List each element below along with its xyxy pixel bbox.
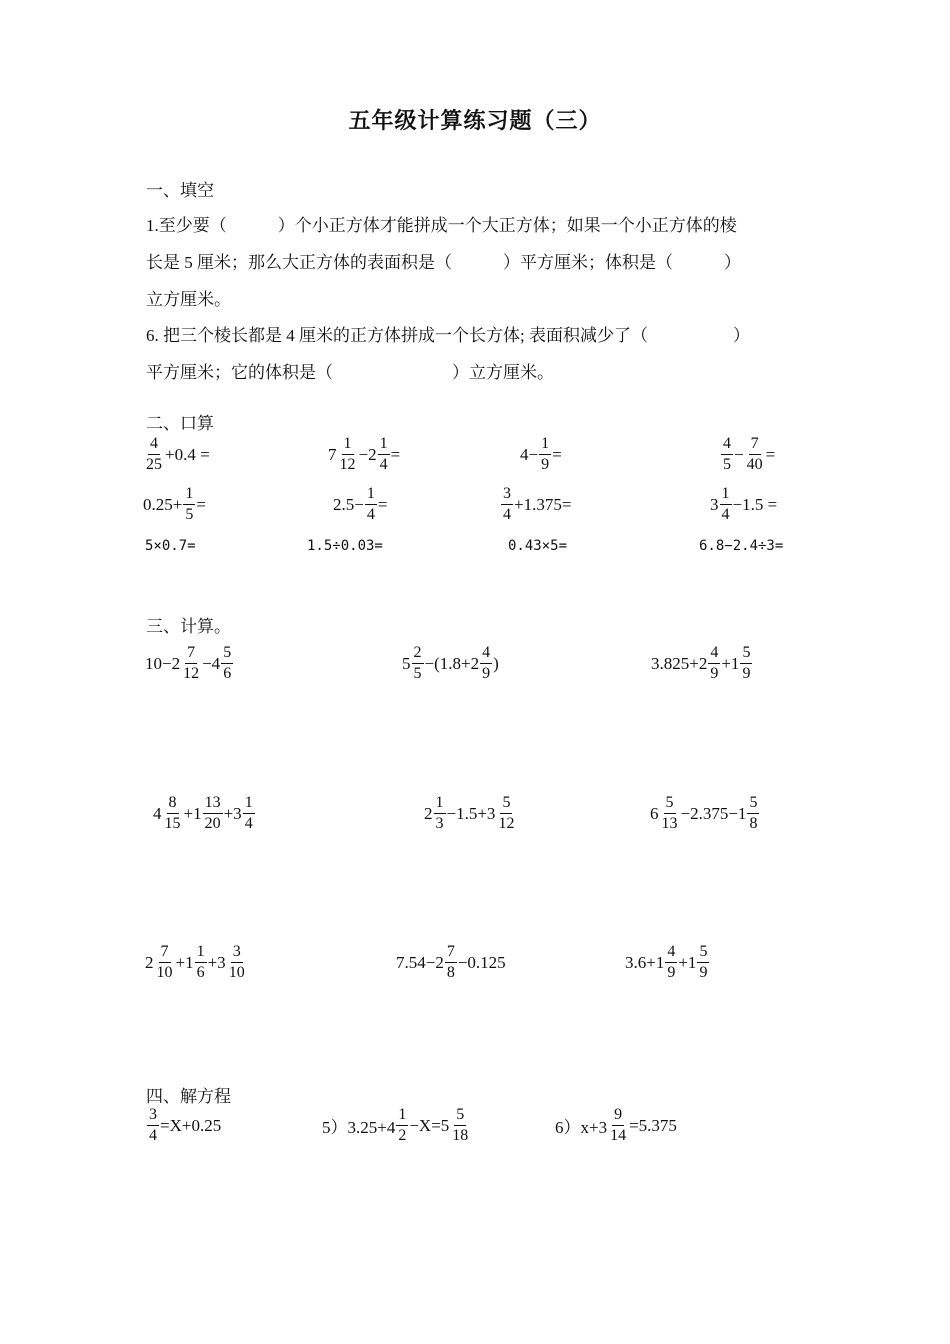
fraction-denominator: 8 — [446, 964, 455, 981]
oral-calc-item — [143, 436, 210, 473]
fraction-numerator: 8 — [167, 795, 179, 814]
fraction-numerator: 1 — [720, 486, 732, 505]
fraction-denominator: 12 — [339, 456, 356, 473]
expr-text: +3 — [207, 952, 226, 972]
fraction-denominator: 10 — [228, 964, 245, 981]
fraction-numerator: 5 — [697, 944, 709, 963]
fraction-denominator: 3 — [435, 815, 444, 832]
fraction — [396, 1107, 408, 1144]
fraction-denominator: 9 — [710, 665, 719, 682]
fraction-numerator: 1 — [183, 486, 195, 505]
oral-calc-item — [145, 538, 196, 554]
expr-text: − — [734, 444, 744, 464]
expr-text: +1 — [721, 653, 740, 673]
expr-text: +1 — [183, 803, 202, 823]
fraction — [338, 436, 358, 473]
expr-text: ) — [493, 653, 499, 673]
fraction-denominator: 9 — [482, 665, 491, 682]
section-1-heading: 一、填空 — [146, 181, 214, 200]
fraction — [221, 645, 233, 682]
oral-calc-item — [720, 436, 775, 473]
fraction-denominator: 12 — [183, 665, 200, 682]
expr-text: 0.25+ — [143, 494, 183, 514]
fraction — [496, 795, 516, 832]
fraction-denominator: 4 — [366, 506, 375, 523]
oral-calc-item — [333, 486, 387, 523]
expr-text: +1.375= — [514, 494, 572, 514]
fraction — [697, 944, 709, 981]
fraction — [378, 436, 390, 473]
fraction — [183, 486, 195, 523]
fraction-numerator: 5 — [221, 645, 233, 664]
fraction — [608, 1107, 628, 1144]
expr-text: 4− — [520, 444, 539, 464]
fraction-denominator: 5 — [185, 506, 194, 523]
section-2-heading: 二、口算 — [146, 414, 214, 433]
fraction-denominator: 9 — [699, 964, 708, 981]
expr-text: −4 — [202, 653, 221, 673]
fraction — [539, 436, 551, 473]
expr-text: =X+0.25 — [160, 1115, 222, 1135]
expr-text: −2.375−1 — [680, 803, 747, 823]
equation-item — [555, 1107, 677, 1144]
fraction-numerator: 4 — [665, 944, 677, 963]
fraction — [155, 944, 175, 981]
expr-text: 4 — [153, 803, 162, 823]
fill-blank-line: 6. 把三个棱长都是 4 厘米的正方体拼成一个长方体; 表面积减少了（ ） — [146, 326, 750, 345]
expr-text: = — [390, 444, 401, 464]
fraction-denominator: 9 — [742, 665, 751, 682]
equation-item — [146, 1107, 221, 1144]
oral-calc-item — [710, 486, 777, 523]
fraction-numerator: 7 — [445, 944, 457, 963]
expr-text: 5）3.25+4 — [322, 1118, 396, 1137]
fraction — [144, 436, 164, 473]
fraction — [740, 645, 752, 682]
expr-text: 7 — [328, 444, 337, 464]
fraction-numerator: 3 — [231, 944, 243, 963]
fraction — [445, 944, 457, 981]
calc-item — [651, 645, 753, 682]
expr-text: =5.375 — [629, 1115, 677, 1135]
fraction — [720, 486, 732, 523]
fraction — [745, 436, 765, 473]
fraction-numerator: 13 — [203, 795, 223, 814]
expr-text: 6.8−2.4÷3= — [699, 538, 784, 554]
expr-text: +3 — [223, 803, 242, 823]
fraction — [450, 1107, 470, 1144]
expr-text: 0.43×5= — [508, 538, 568, 554]
fraction-numerator: 1 — [539, 436, 551, 455]
fraction-numerator: 7 — [159, 944, 171, 963]
oral-calc-item — [143, 486, 206, 523]
fraction — [227, 944, 247, 981]
fraction-denominator: 14 — [610, 1127, 627, 1144]
fraction-denominator: 18 — [452, 1127, 469, 1144]
fraction-denominator: 25 — [146, 456, 162, 473]
fill-blank-line: 平方厘米；它的体积是（ ）立方厘米。 — [146, 363, 554, 382]
section-3-heading: 三、计算。 — [146, 617, 231, 636]
expr-text: 6 — [650, 803, 659, 823]
fraction-numerator: 2 — [412, 645, 424, 664]
fraction — [708, 645, 720, 682]
fraction-numerator: 1 — [342, 436, 354, 455]
fill-blank-line: 长是 5 厘米；那么大正方体的表面积是（ ）平方厘米；体积是（ ） — [146, 253, 741, 272]
calc-item — [396, 944, 506, 981]
expr-text: 10−2 — [145, 653, 181, 673]
expr-text: 6）x+3 — [555, 1118, 608, 1137]
expr-text: 2 — [424, 803, 433, 823]
expr-text: 2.5− — [333, 494, 364, 514]
expr-text: = — [765, 444, 776, 464]
fraction-numerator: 1 — [243, 795, 255, 814]
fraction-numerator: 4 — [148, 436, 160, 455]
fraction — [480, 645, 492, 682]
oral-calc-item — [307, 538, 383, 554]
expr-text: = — [377, 494, 388, 514]
fraction — [501, 486, 513, 523]
fraction-numerator: 1 — [365, 486, 377, 505]
fraction-denominator: 5 — [723, 456, 731, 473]
fraction-numerator: 3 — [147, 1107, 159, 1126]
fraction — [412, 645, 424, 682]
fraction — [665, 944, 677, 981]
fraction-denominator: 13 — [661, 815, 678, 832]
fraction — [195, 944, 207, 981]
fraction-numerator: 5 — [740, 645, 752, 664]
oral-calc-item — [520, 436, 562, 473]
fraction — [163, 795, 183, 832]
expr-text: 3 — [710, 494, 719, 514]
expr-text: −1.5 = — [732, 494, 778, 514]
expr-text: +1 — [678, 952, 697, 972]
fraction-numerator: 7 — [185, 645, 197, 664]
fraction-numerator: 1 — [195, 944, 207, 963]
expr-text: −(1.8+2 — [424, 653, 480, 673]
fraction-numerator: 4 — [708, 645, 720, 664]
fraction-denominator: 6 — [196, 964, 205, 981]
fraction — [181, 645, 201, 682]
expr-text: 5×0.7= — [145, 538, 196, 554]
fraction-numerator: 1 — [396, 1107, 408, 1126]
fill-blank-line: 1.至少要（ ）个小正方体才能拼成一个大正方体；如果一个小正方体的棱 — [146, 216, 737, 235]
fraction-denominator: 20 — [204, 815, 221, 832]
fraction — [660, 795, 680, 832]
equation-item — [322, 1107, 471, 1144]
fraction-denominator: 4 — [721, 506, 730, 523]
oral-calc-item — [699, 538, 783, 554]
calc-item — [424, 795, 517, 832]
expr-text: 2 — [145, 952, 154, 972]
expr-text: +0.4 = — [165, 444, 210, 464]
expr-text: −X=5 — [409, 1115, 450, 1135]
fraction-denominator: 9 — [667, 964, 676, 981]
fraction — [747, 795, 759, 832]
calc-item — [145, 645, 234, 682]
fraction — [434, 795, 446, 832]
oral-calc-item — [508, 538, 567, 554]
fraction — [365, 486, 377, 523]
fraction-numerator: 1 — [434, 795, 446, 814]
fraction-numerator: 4 — [480, 645, 492, 664]
fraction-denominator: 6 — [223, 665, 232, 682]
fraction-numerator: 9 — [612, 1107, 624, 1126]
calc-item — [650, 795, 760, 832]
fraction-denominator: 4 — [244, 815, 253, 832]
oral-calc-item — [500, 486, 571, 523]
oral-calc-item — [328, 436, 400, 473]
fraction-numerator: 5 — [500, 795, 512, 814]
fraction-numerator: 5 — [454, 1107, 466, 1126]
fraction-denominator: 40 — [746, 456, 763, 473]
fraction-denominator: 4 — [379, 456, 388, 473]
fraction-numerator: 5 — [747, 795, 759, 814]
fraction-numerator: 1 — [378, 436, 390, 455]
expr-text: = — [196, 494, 206, 514]
expr-text: −2 — [358, 444, 377, 464]
calc-item — [402, 645, 499, 682]
fraction-numerator: 4 — [721, 436, 733, 455]
expr-text: +1 — [175, 952, 194, 972]
calc-item — [153, 795, 256, 832]
fraction-denominator: 2 — [398, 1127, 407, 1144]
fraction-denominator: 4 — [149, 1127, 157, 1144]
fraction-denominator: 10 — [156, 964, 173, 981]
fraction-denominator: 9 — [541, 456, 550, 473]
section-4-heading: 四、解方程 — [146, 1087, 231, 1106]
calc-item — [145, 944, 248, 981]
fraction-numerator: 3 — [501, 486, 513, 505]
fraction — [243, 795, 255, 832]
fraction-denominator: 8 — [749, 815, 758, 832]
fill-blank-line: 立方厘米。 — [146, 290, 231, 309]
fraction-denominator: 5 — [413, 665, 422, 682]
expr-text: 7.54−2 — [396, 952, 444, 972]
expr-text: 5 — [402, 653, 411, 673]
fraction-denominator: 15 — [164, 815, 181, 832]
fraction-denominator: 12 — [498, 815, 515, 832]
expr-text: 3.6+1 — [625, 952, 665, 972]
page-title: 五年级计算练习题（三） — [348, 108, 602, 133]
fraction-numerator: 7 — [749, 436, 761, 455]
fraction — [147, 1107, 159, 1144]
calc-item — [625, 944, 710, 981]
fraction-numerator: 5 — [664, 795, 676, 814]
expr-text: −0.125 — [457, 952, 506, 972]
fraction-denominator: 4 — [503, 506, 511, 523]
expr-text: 3.825+2 — [651, 653, 708, 673]
expr-text: 1.5÷0.03= — [307, 538, 383, 554]
fraction — [721, 436, 733, 473]
expr-text: = — [552, 444, 562, 464]
expr-text: −1.5+3 — [446, 803, 496, 823]
fraction — [203, 795, 223, 832]
